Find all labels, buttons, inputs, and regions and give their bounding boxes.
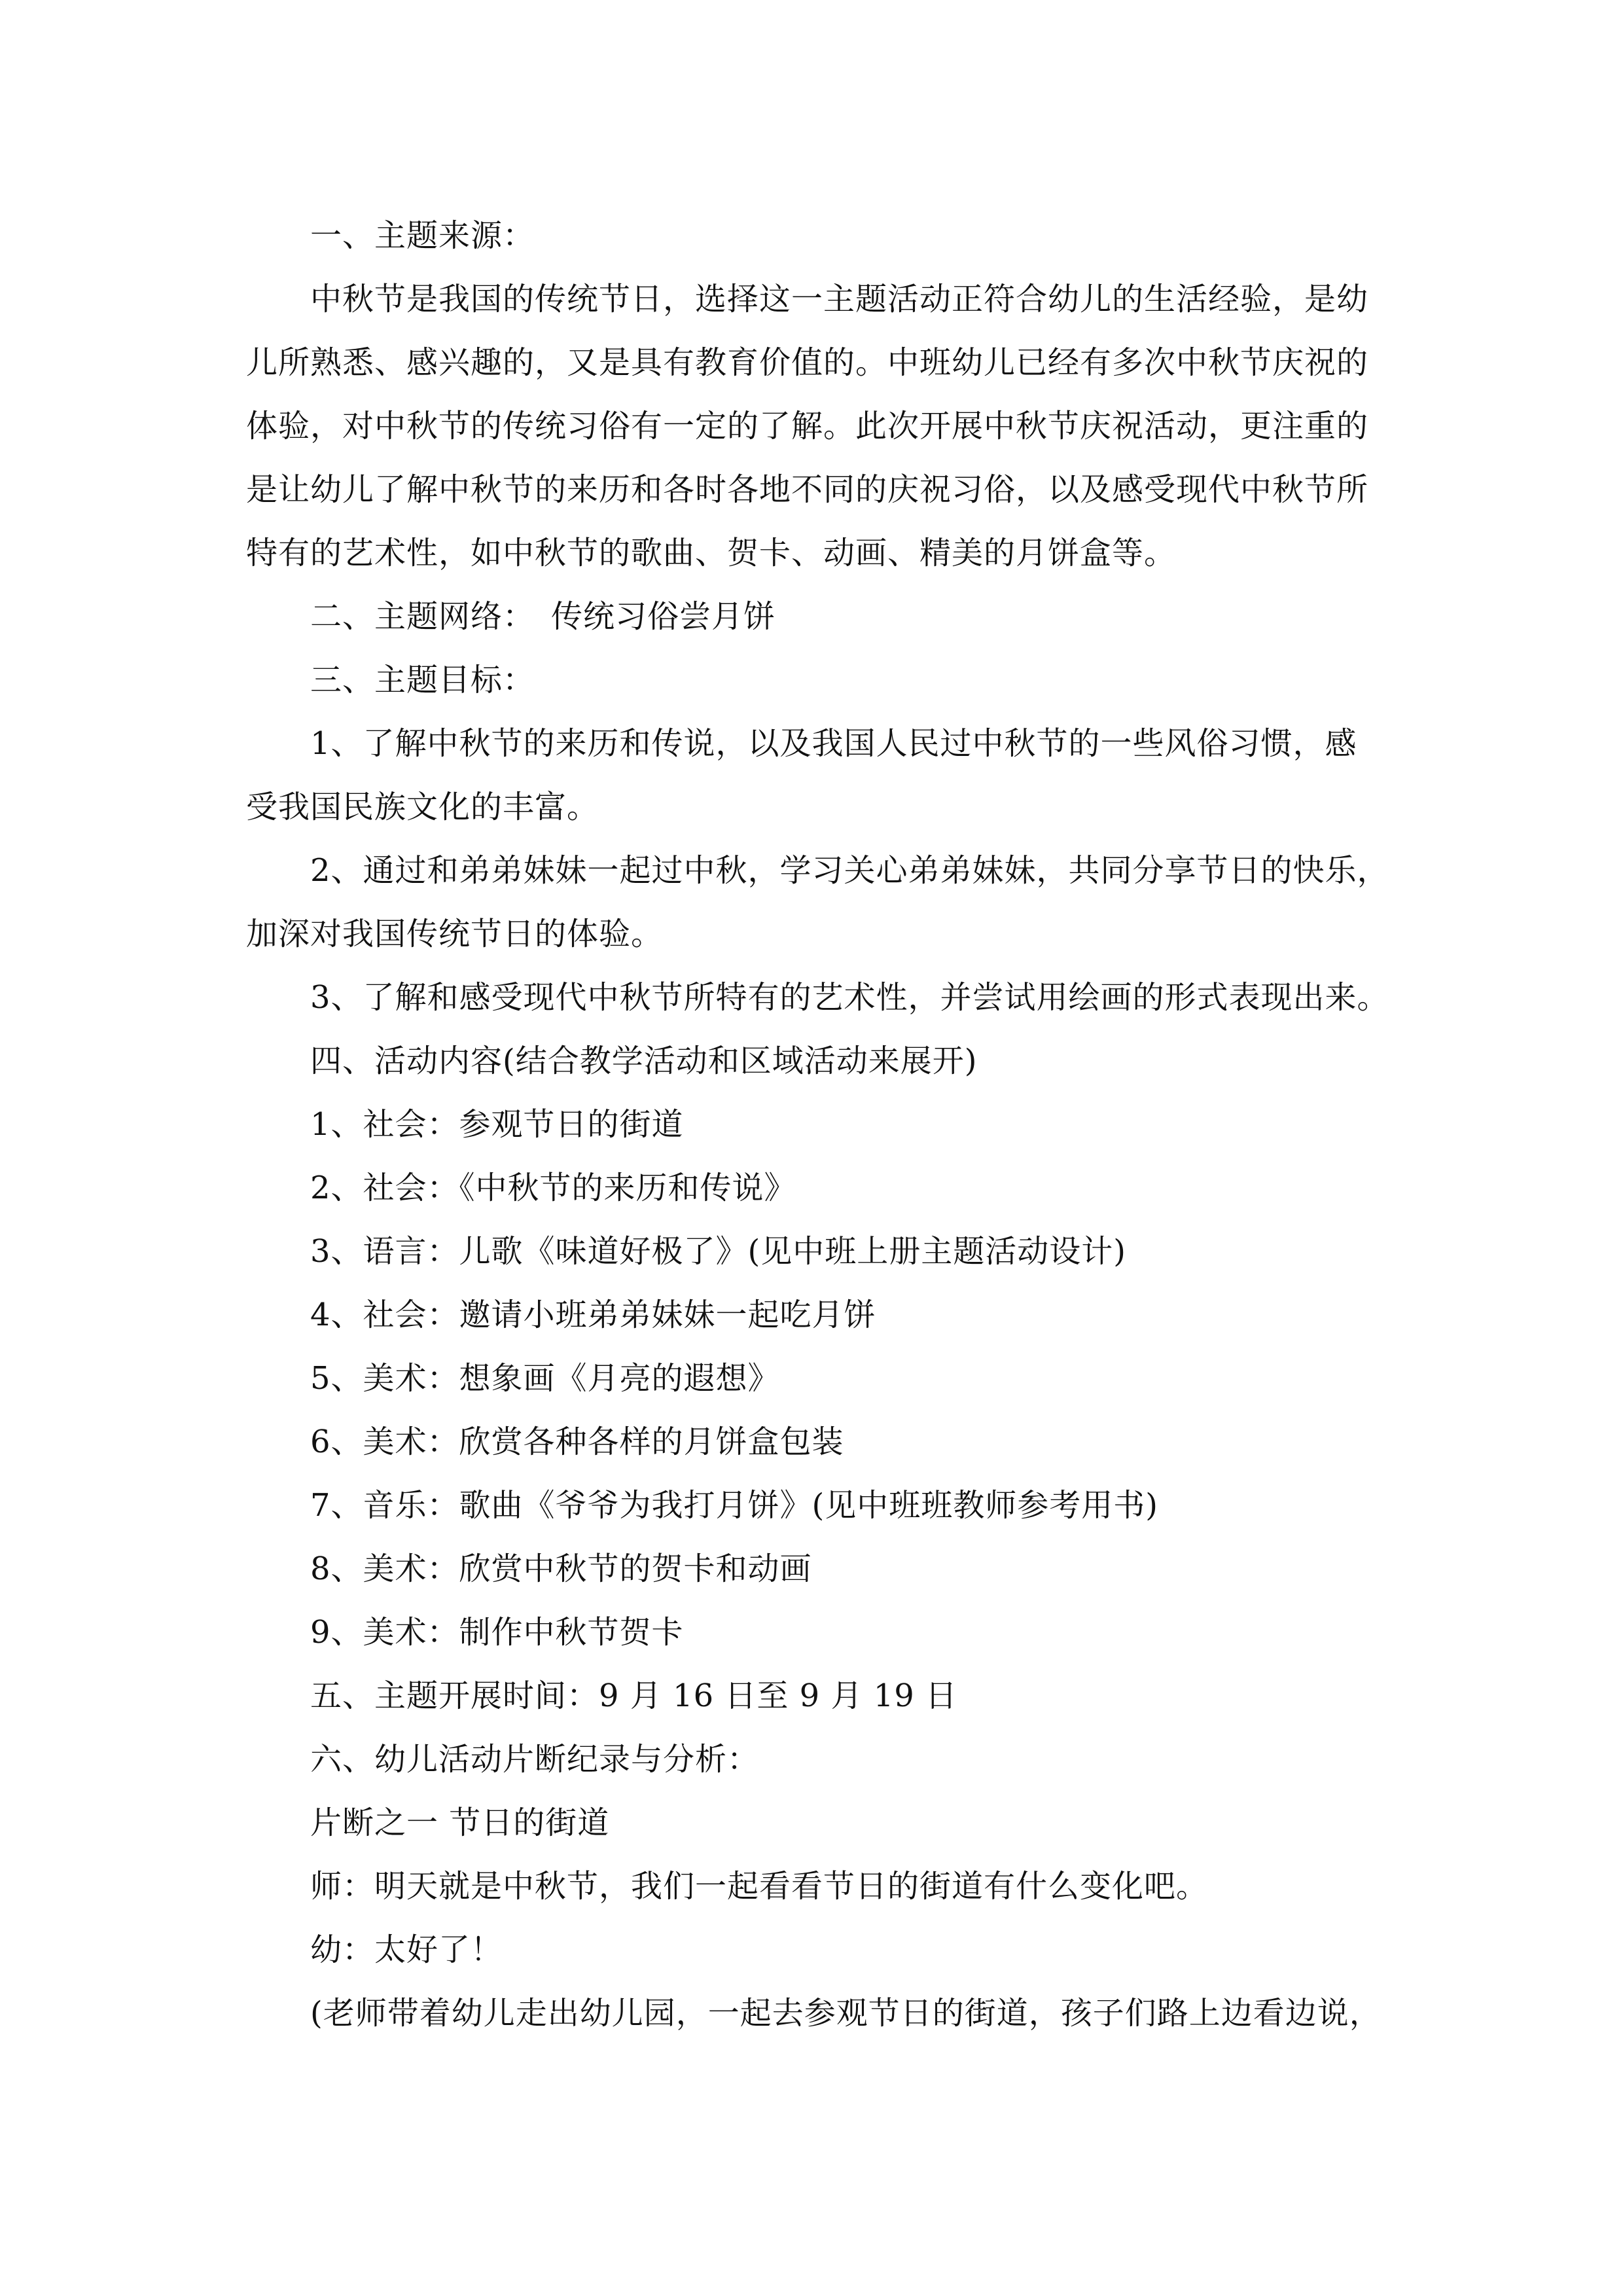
text-line: 2、通过和弟弟妹妹一起过中秋，学习关心弟弟妹妹，共同分享节日的快乐， [310,852,1389,889]
text-line: 三、主题目标： [310,662,535,698]
text-line: 是让幼儿了解中秋节的来历和各时各地不同的庆祝习俗，以及感受现代中秋节所 [246,471,1369,508]
text-line: 五、主题开展时间：9 月 16 日至 9 月 19 日 [310,1677,958,1714]
text-line: 片断之一 节日的街道 [310,1804,610,1841]
text-line: 中秋节是我国的传统节日，选择这一主题活动正符合幼儿的生活经验，是幼 [310,281,1369,317]
text-line: 9、美术：制作中秋节贺卡 [310,1614,684,1651]
text-line: 3、语言：儿歌《味道好极了》(见中班上册主题活动设计) [310,1233,1126,1270]
text-line: 加深对我国传统节日的体验。 [246,916,664,952]
text-line: 6、美术：欣赏各种各样的月饼盒包装 [310,1424,844,1460]
text-line: 8、美术：欣赏中秋节的贺卡和动画 [310,1551,812,1587]
text-line: 二、主题网络： 传统习俗尝月饼 [310,598,776,635]
text-line: 1、了解中秋节的来历和传说，以及我国人民过中秋节的一些风俗习惯，感 [310,725,1357,762]
text-line: 3、了解和感受现代中秋节所特有的艺术性，并尝试用绘画的形式表现出来。 [310,979,1389,1016]
text-line: 六、幼儿活动片断纪录与分析： [310,1741,760,1778]
text-line: 特有的艺术性，如中秋节的歌曲、贺卡、动画、精美的月饼盒等。 [246,535,1177,571]
text-line: 一、主题来源： [310,217,535,254]
text-line: 2、社会：《中秋节的来历和传说》 [310,1170,796,1206]
text-line: 四、活动内容(结合教学活动和区域活动来展开) [310,1043,978,1079]
text-line: 7、音乐：歌曲《爷爷为我打月饼》(见中班班教师参考用书) [310,1487,1158,1524]
text-line: 师：明天就是中秋节，我们一起看看节日的街道有什么变化吧。 [310,1868,1209,1905]
text-line: 体验，对中秋节的传统习俗有一定的了解。此次开展中秋节庆祝活动，更注重的 [246,408,1369,444]
text-line: 儿所熟悉、感兴趣的，又是具有教育价值的。中班幼儿已经有多次中秋节庆祝的 [246,344,1369,381]
text-line: 幼：太好了！ [310,1931,503,1968]
text-line: 1、社会：参观节日的街道 [310,1106,684,1143]
text-line: 4、社会：邀请小班弟弟妹妹一起吃月饼 [310,1297,876,1333]
text-line: (老师带着幼儿走出幼儿园，一起去参观节日的街道，孩子们路上边看边说， [310,1995,1382,2032]
document-body [246,204,1388,2045]
text-line: 5、美术：想象画《月亮的遐想》 [310,1360,780,1397]
text-line: 受我国民族文化的丰富。 [246,789,599,825]
